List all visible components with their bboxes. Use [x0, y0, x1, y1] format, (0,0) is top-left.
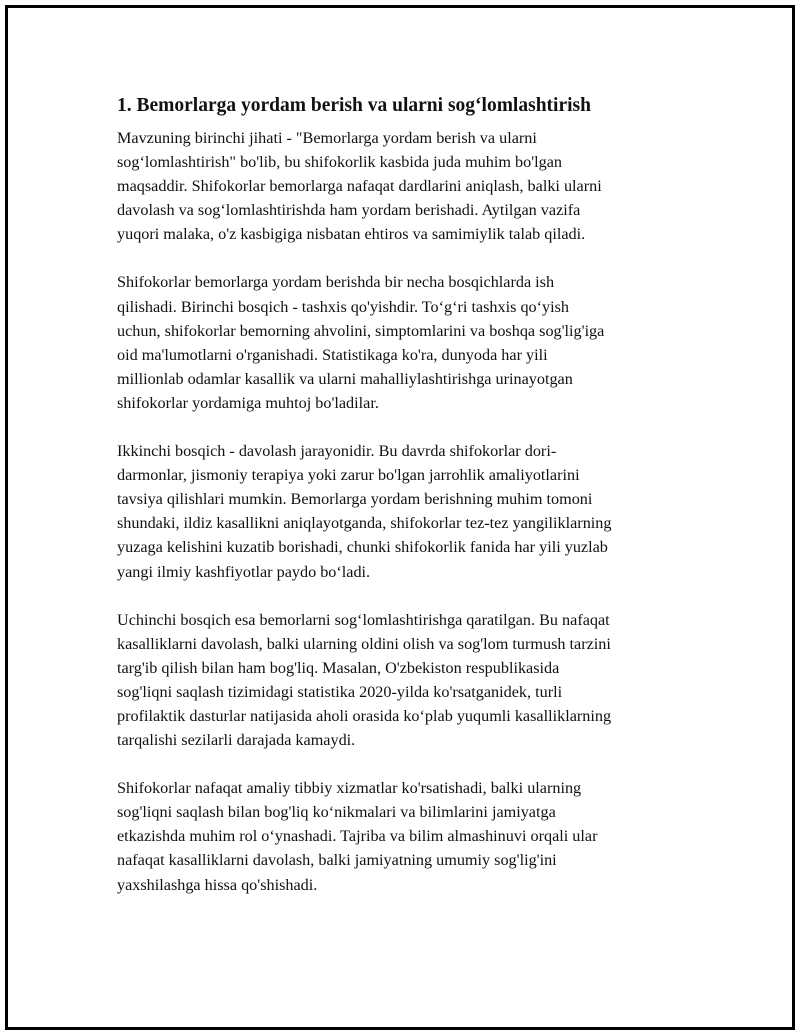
- paragraph-line: tarqalishi sezilarli darajada kamaydi.: [117, 731, 356, 750]
- paragraph: [117, 608, 687, 753]
- paragraph-line: Shifokorlar bemorlarga yordam berishda bir necha bosqichlarda ish: [117, 273, 555, 292]
- paragraph-line: qilishadi. Birinchi bosqich - tashxis qo'yishdir. To‘g‘ri tashxis qo‘yish: [117, 297, 570, 316]
- paragraph-line: kasalliklarni davolash, balki ularning oldini olish va sog'lom turmush tarzini: [117, 634, 611, 653]
- paragraph-line: oid ma'lumotlarni o'rganishadi. Statistikaga ko'ra, dunyoda har yili: [117, 345, 548, 364]
- section-title: 1. Bemorlarga yordam berish va ularni sog‘lomlashtirish: [117, 95, 591, 116]
- paragraph-line: sog‘lomlashtirish" bo'lib, bu shifokorlik kasbida juda muhim bo'lgan: [117, 153, 562, 172]
- paragraph-line: shifokorlar yordamiga muhtoj bo'ladilar.: [117, 393, 379, 412]
- paragraph: [117, 776, 687, 896]
- paragraph-list: [117, 126, 687, 897]
- paragraph-line: sog'liqni saqlash tizimidagi statistika 2020-yilda ko'rsatganidek, turli: [117, 682, 563, 701]
- paragraph-line: targ'ib qilish bilan ham bog'liq. Masalan, O'zbekiston respublikasida: [117, 658, 560, 677]
- paragraph-line: davolash va sog‘lomlashtirishda ham yordam berishadi. Aytilgan vazifa: [117, 201, 581, 220]
- paragraph-line: maqsaddir. Shifokorlar bemorlarga nafaqat dardlarini aniqlash, balki ularni: [117, 177, 602, 196]
- paragraph-line: yuqori malaka, o'z kasbigiga nisbatan ehtiros va samimiylik talab qiladi.: [117, 225, 586, 244]
- paragraph-line: nafaqat kasalliklarni davolash, balki jamiyatning umumiy sog'lig'ini: [117, 851, 557, 870]
- paragraph: [117, 126, 687, 246]
- paragraph-line: millionlab odamlar kasallik va ularni mahalliylashtirishga urinayotgan: [117, 369, 573, 388]
- paragraph-line: Mavzuning birinchi jihati - "Bemorlarga yordam berish va ularni: [117, 129, 537, 147]
- paragraph-line: Uchinchi bosqich esa bemorlarni sog‘lomlashtirishga qaratilgan. Bu nafaqat: [117, 610, 610, 629]
- paragraph: [117, 270, 687, 415]
- paragraph-line: sog'liqni saqlash bilan bog'liq ko‘nikmalari va bilimlarini jamiyatga: [117, 803, 556, 822]
- paragraph-line: Shifokorlar nafaqat amaliy tibbiy xizmatlar ko'rsatishadi, balki ularning: [117, 779, 582, 798]
- paragraph-line: tavsiya qilishlari mumkin. Bemorlarga yordam berishning muhim tomoni: [117, 490, 593, 509]
- paragraph-line: shundaki, ildiz kasallikni aniqlayotganda, shifokorlar tez-tez yangiliklarning: [117, 514, 612, 533]
- paragraph-line: yuzaga kelishini kuzatib borishadi, chunki shifokorlik fanida har yili yuzlab: [117, 538, 608, 557]
- paragraph-line: profilaktik dasturlar natijasida aholi orasida ko‘plab yuqumli kasalliklarning: [117, 706, 612, 725]
- paragraph-line: yaxshilashga hissa qo'shishadi.: [117, 875, 318, 894]
- paragraph-line: Ikkinchi bosqich - davolash jarayonidir. Bu davrda shifokorlar dori-: [117, 442, 557, 461]
- paragraph-line: etkazishda muhim rol o‘ynashadi. Tajriba va bilim almashinuvi orqali ular: [117, 827, 598, 846]
- paragraph-line: uchun, shifokorlar bemorning ahvolini, simptomlarini va boshqa sog'lig'iga: [117, 321, 605, 340]
- document-body: [117, 92, 687, 921]
- paragraph-line: darmonlar, jismoniy terapiya yoki zarur bo'lgan jarrohlik amaliyotlarini: [117, 466, 580, 485]
- paragraph: [117, 439, 687, 584]
- paragraph-line: yangi ilmiy kashfiyotlar paydo bo‘ladi.: [117, 562, 371, 581]
